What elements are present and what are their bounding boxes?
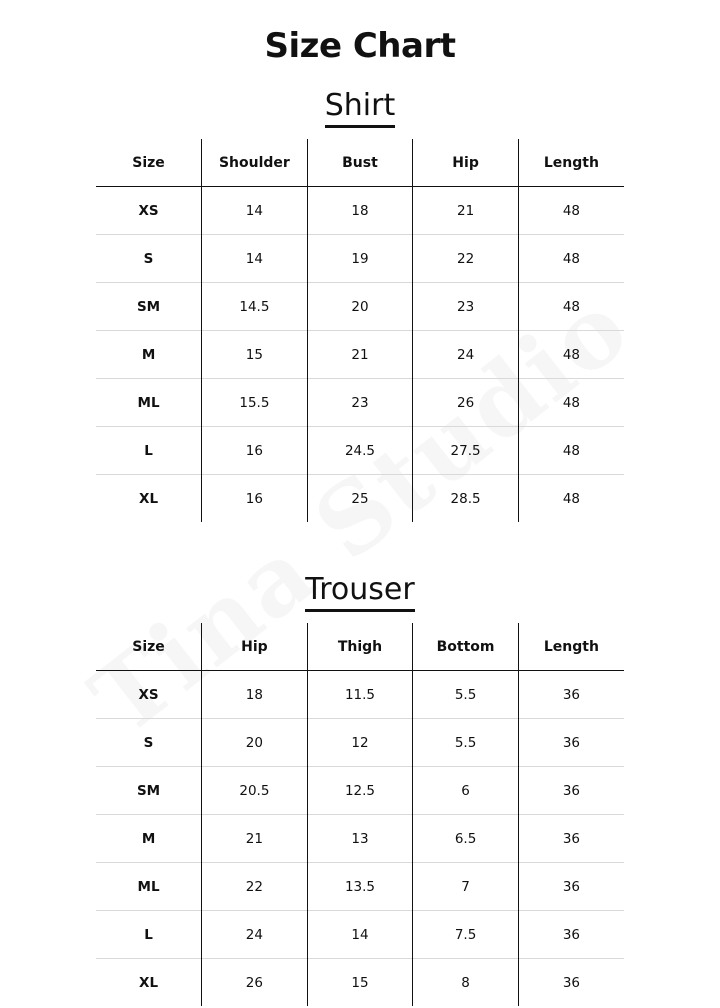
cell-bust: 18 <box>307 187 413 235</box>
shirt-table-body <box>96 187 624 523</box>
cell-size: ML <box>96 863 202 911</box>
trouser-table-head <box>96 623 624 671</box>
table-row <box>96 719 624 767</box>
cell-length: 48 <box>518 283 624 331</box>
section-heading-trouser <box>0 572 720 607</box>
cell-hip: 18 <box>202 671 308 719</box>
table-row <box>96 475 624 523</box>
cell-hip: 21 <box>413 187 519 235</box>
cell-hip: 21 <box>202 815 308 863</box>
cell-shoulder: 15.5 <box>202 379 308 427</box>
cell-bottom: 7 <box>413 863 519 911</box>
cell-thigh: 12 <box>307 719 413 767</box>
shirt-table-head <box>96 139 624 187</box>
table-row <box>96 671 624 719</box>
table-row <box>96 235 624 283</box>
cell-length: 36 <box>518 719 624 767</box>
cell-hip: 22 <box>202 863 308 911</box>
column-header-thigh: Thigh <box>307 623 413 671</box>
cell-bust: 19 <box>307 235 413 283</box>
table-row <box>96 863 624 911</box>
cell-hip: 28.5 <box>413 475 519 523</box>
column-header-size: Size <box>96 623 202 671</box>
table-row <box>96 815 624 863</box>
cell-shoulder: 14 <box>202 187 308 235</box>
column-header-bust: Bust <box>307 139 413 187</box>
cell-thigh: 13 <box>307 815 413 863</box>
cell-length: 36 <box>518 959 624 1007</box>
cell-size: S <box>96 719 202 767</box>
cell-length: 36 <box>518 911 624 959</box>
cell-thigh: 15 <box>307 959 413 1007</box>
table-row <box>96 187 624 235</box>
section-heading-shirt <box>0 88 720 123</box>
table-header-row <box>96 623 624 671</box>
cell-size: L <box>96 427 202 475</box>
cell-length: 36 <box>518 671 624 719</box>
cell-length: 36 <box>518 767 624 815</box>
cell-hip: 26 <box>202 959 308 1007</box>
cell-length: 48 <box>518 475 624 523</box>
cell-bottom: 6.5 <box>413 815 519 863</box>
cell-length: 36 <box>518 863 624 911</box>
shirt-size-table <box>96 139 624 522</box>
cell-size: M <box>96 815 202 863</box>
cell-size: XL <box>96 959 202 1007</box>
column-header-hip: Hip <box>202 623 308 671</box>
cell-size: M <box>96 331 202 379</box>
table-row <box>96 911 624 959</box>
cell-length: 48 <box>518 187 624 235</box>
cell-bottom: 8 <box>413 959 519 1007</box>
cell-hip: 24 <box>202 911 308 959</box>
size-chart-page <box>0 18 720 1008</box>
page-title: Size Chart <box>264 26 456 66</box>
table-row <box>96 331 624 379</box>
section-heading-shirt-label: Shirt <box>325 88 396 128</box>
document-content <box>0 18 720 1006</box>
cell-bottom: 7.5 <box>413 911 519 959</box>
cell-hip: 20 <box>202 719 308 767</box>
cell-bust: 25 <box>307 475 413 523</box>
cell-bottom: 5.5 <box>413 719 519 767</box>
table-row <box>96 767 624 815</box>
cell-size: XS <box>138 686 159 703</box>
cell-length: 48 <box>518 235 624 283</box>
cell-shoulder: 16 <box>202 475 308 523</box>
column-header-bottom: Bottom <box>413 623 519 671</box>
cell-length: 48 <box>518 379 624 427</box>
cell-shoulder: 14.5 <box>202 283 308 331</box>
cell-shoulder: 15 <box>202 331 308 379</box>
cell-hip: 27.5 <box>413 427 519 475</box>
cell-size: L <box>96 911 202 959</box>
cell-bust: 24.5 <box>307 427 413 475</box>
cell-bottom: 5.5 <box>413 671 519 719</box>
column-header-size: Size <box>96 139 202 187</box>
cell-shoulder: 14 <box>202 235 308 283</box>
cell-bust: 21 <box>307 331 413 379</box>
cell-length: 48 <box>518 331 624 379</box>
cell-hip: 24 <box>413 331 519 379</box>
trouser-size-table <box>96 623 624 1006</box>
cell-hip: 26 <box>413 379 519 427</box>
cell-size: XL <box>96 475 202 523</box>
column-header-hip: Hip <box>413 139 519 187</box>
cell-shoulder: 16 <box>202 427 308 475</box>
cell-size: XS <box>138 202 159 219</box>
cell-bust: 20 <box>307 283 413 331</box>
column-header-length: Length <box>518 623 624 671</box>
column-header-shoulder: Shoulder <box>202 139 308 187</box>
cell-size: ML <box>96 379 202 427</box>
cell-hip: 22 <box>413 235 519 283</box>
cell-thigh: 11.5 <box>307 671 413 719</box>
cell-bust: 23 <box>307 379 413 427</box>
table-row <box>96 959 624 1007</box>
cell-thigh: 14 <box>307 911 413 959</box>
cell-bottom: 6 <box>413 767 519 815</box>
cell-size: S <box>96 235 202 283</box>
table-row <box>96 427 624 475</box>
cell-size: SM <box>96 283 202 331</box>
cell-thigh: 13.5 <box>307 863 413 911</box>
cell-length: 36 <box>518 815 624 863</box>
section-spacer <box>0 522 720 550</box>
cell-thigh: 12.5 <box>307 767 413 815</box>
column-header-length: Length <box>518 139 624 187</box>
table-row <box>96 379 624 427</box>
table-row <box>96 283 624 331</box>
cell-length: 48 <box>518 427 624 475</box>
cell-hip: 20.5 <box>202 767 308 815</box>
shirt-table-wrapper <box>0 139 720 522</box>
cell-size: SM <box>96 767 202 815</box>
trouser-table-wrapper <box>0 623 720 1006</box>
cell-hip: 23 <box>413 283 519 331</box>
table-header-row <box>96 139 624 187</box>
trouser-table-body <box>96 671 624 1007</box>
section-heading-trouser-label: Trouser <box>305 572 414 612</box>
